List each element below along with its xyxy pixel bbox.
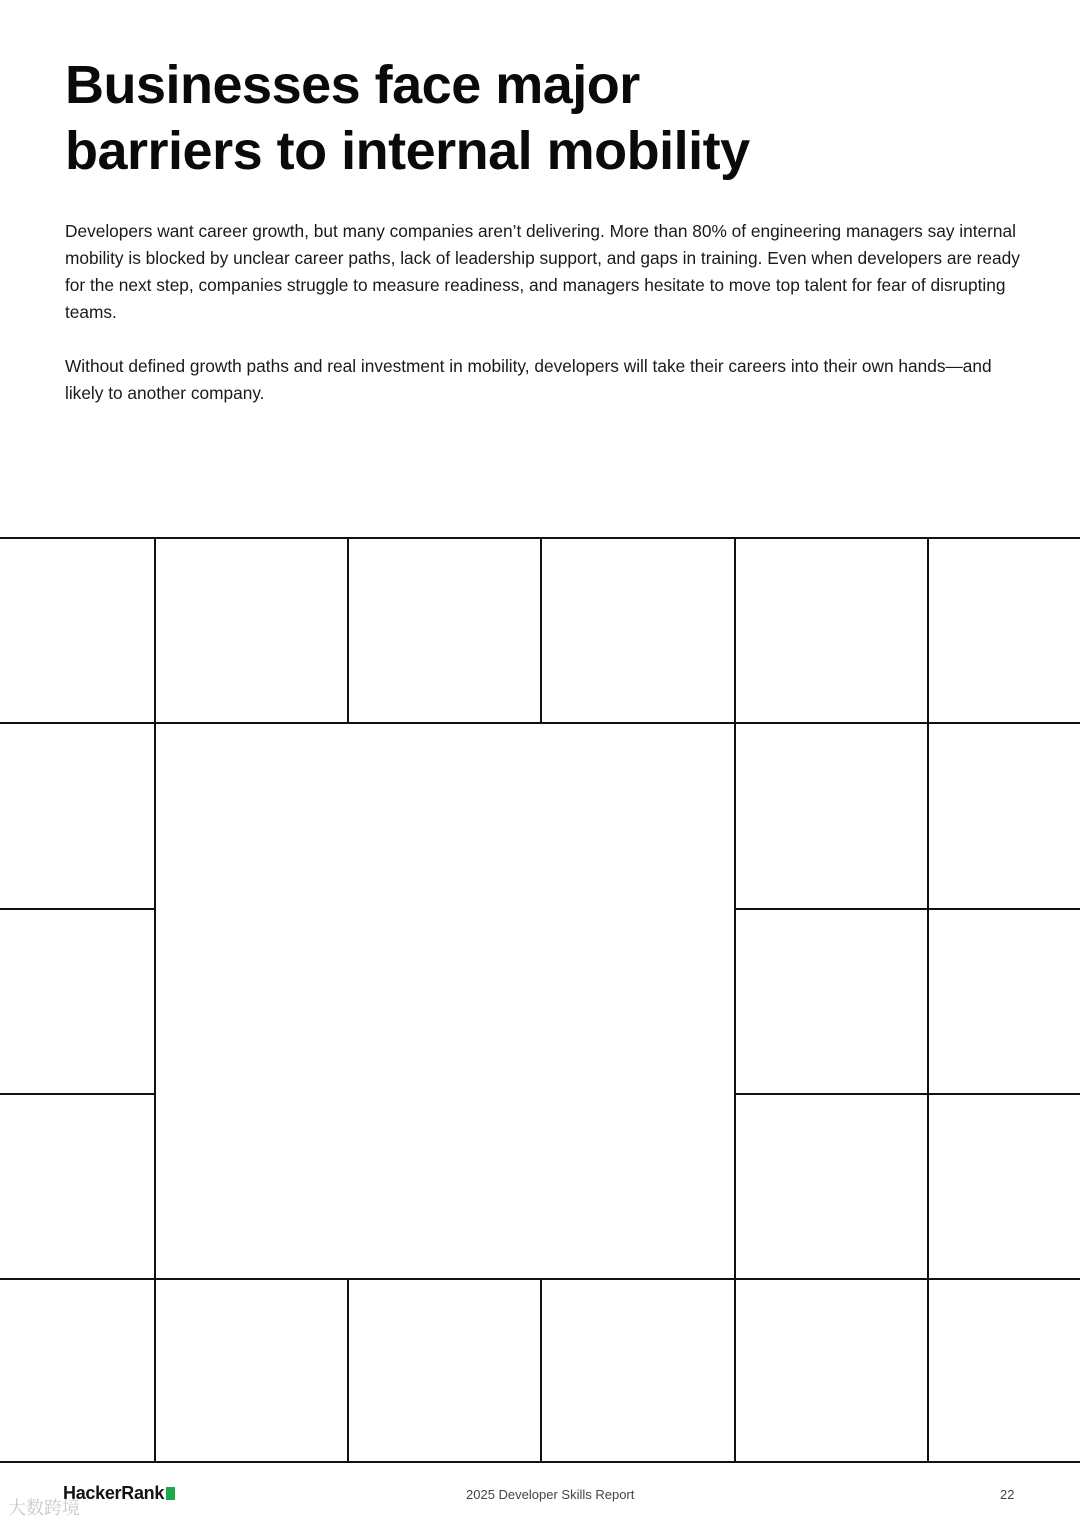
grid-line-col-3-bottom <box>540 1278 542 1463</box>
page-footer <box>0 1480 1080 1510</box>
paragraph-1: Developers want career growth, but many companies aren’t delivering. More than 80% of engineering managers say internal mobility is blocked by unclear career paths, lack of leadership support, and gaps in training. Even when developers are ready for the next step, companies struggle to measure readiness, and managers hesitate to move top talent for fear of disrupting teams. <box>65 221 1020 322</box>
page-title-line-1: Businesses face major <box>65 55 640 115</box>
decorative-grid <box>0 537 1080 1463</box>
logo-wordmark: HackerRank <box>63 1483 165 1503</box>
grid-line-row-3-left <box>0 1093 156 1095</box>
grid-line-col-5 <box>927 537 929 1463</box>
footer-report-title: 2025 Developer Skills Report <box>466 1487 635 1502</box>
grid-line-row-2-right <box>734 908 1080 910</box>
page-title <box>65 52 750 184</box>
grid-line-row-2-left <box>0 908 156 910</box>
paragraph-2: Without defined growth paths and real investment in mobility, developers will take their careers into their own hands—and likely to another company. <box>65 356 992 403</box>
page-title-line-2: barriers to internal mobility <box>65 121 750 181</box>
grid-line-col-3-top <box>540 537 542 723</box>
grid-line-row-3-right <box>734 1093 1080 1095</box>
watermark-logo: 大数跨境 <box>8 1498 80 1518</box>
grid-line-col-4 <box>734 537 736 1463</box>
page-number: 22 <box>1000 1487 1015 1502</box>
body-text <box>65 218 1025 434</box>
grid-line-col-1 <box>154 537 156 1463</box>
grid-line-col-2-top <box>347 537 349 723</box>
logo-square-icon <box>166 1487 175 1500</box>
grid-line-col-2-bottom <box>347 1278 349 1463</box>
